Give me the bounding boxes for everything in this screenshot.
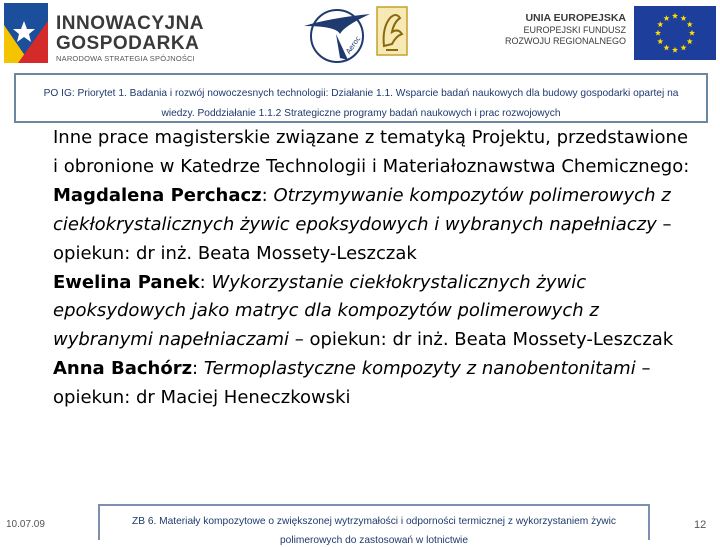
thesis-item [53,182,693,269]
intro-text: Inne prace magisterskie związane z tematyką Projektu, przedstawione i obronione w Katedrze Technologii i Materiałoznawstwa Chemicznego: [53,127,690,177]
innowacyjna-gospodarka-logo-icon [4,3,48,63]
thesis-author: Magdalena Perchacz [53,184,262,206]
thesis-separator: : [192,358,204,380]
bird-logo-label: Aeroc [344,34,363,56]
thesis-title: Termoplastyczne kompozyty z nanobentonitami [203,358,636,380]
thesis-item [53,355,693,413]
thesis-supervisor: – opiekun: dr Maciej Heneczkowski [53,358,651,409]
ig-logo-line2: GOSPODARKA [56,33,200,54]
thesis-supervisor: – opiekun: dr inż. Beata Mossety-Leszczak [289,329,674,351]
eu-label-line2: EUROPEJSKI FUNDUSZ [523,25,626,35]
thesis-title: Wykorzystanie ciekłokrystalicznych żywic epoksydowych jako matryc dla kompozytów polimerowych z wybranymi napełniaczami [53,271,599,351]
eu-fund-label [496,12,626,47]
thesis-author: Anna Bachórz [53,358,193,380]
thesis-supervisor: – opiekun: dr inż. Beata Mossety-Leszczak [53,213,672,264]
thesis-separator: : [261,184,274,206]
header-logos [0,0,720,68]
footer-task-box [98,504,650,546]
program-banner [14,73,708,123]
footer-date: 10.07.09 [6,519,45,530]
eu-label-line1: UNIA EUROPEJSKA [525,12,626,24]
thesis-item [53,269,693,356]
thesis-separator: : [199,271,212,293]
program-banner-text: PO IG: Priorytet 1. Badania i rozwój nowoczesnych technologii: Działanie 1.1. Wsparcie badań naukowych dla budowy gospodarki opartej na wiedzy. Poddziałanie 1.1.2 Strategiczne programy badań naukowych i prac rozwojowych [43,88,679,119]
bird-logo-icon [300,4,374,64]
thesis-title: Otrzymywanie kompozytów polimerowych z ciekłokrystalicznych żywic epoksydowych i wybranych napełniaczy [53,184,671,235]
eu-flag-icon [634,6,716,60]
ig-logo-subtitle: NARODOWA STRATEGIA SPÓJNOŚCI [56,54,195,63]
page-number: 12 [694,519,707,531]
ig-logo-line1: INNOWACYJNA [56,13,205,34]
slide-content [53,124,693,413]
ornament-logo-icon [376,6,408,56]
thesis-author: Ewelina Panek [53,271,200,293]
innowacyjna-gospodarka-wordmark [56,14,236,64]
footer-task-text: ZB 6. Materiały kompozytowe o zwiększonej wytrzymałości i odporności termicznej z wykorzystaniem żywic polimerowych do zastosowań w lotnictwie [131,516,617,546]
eu-label-line3: ROZWOJU REGIONALNEGO [504,36,626,46]
